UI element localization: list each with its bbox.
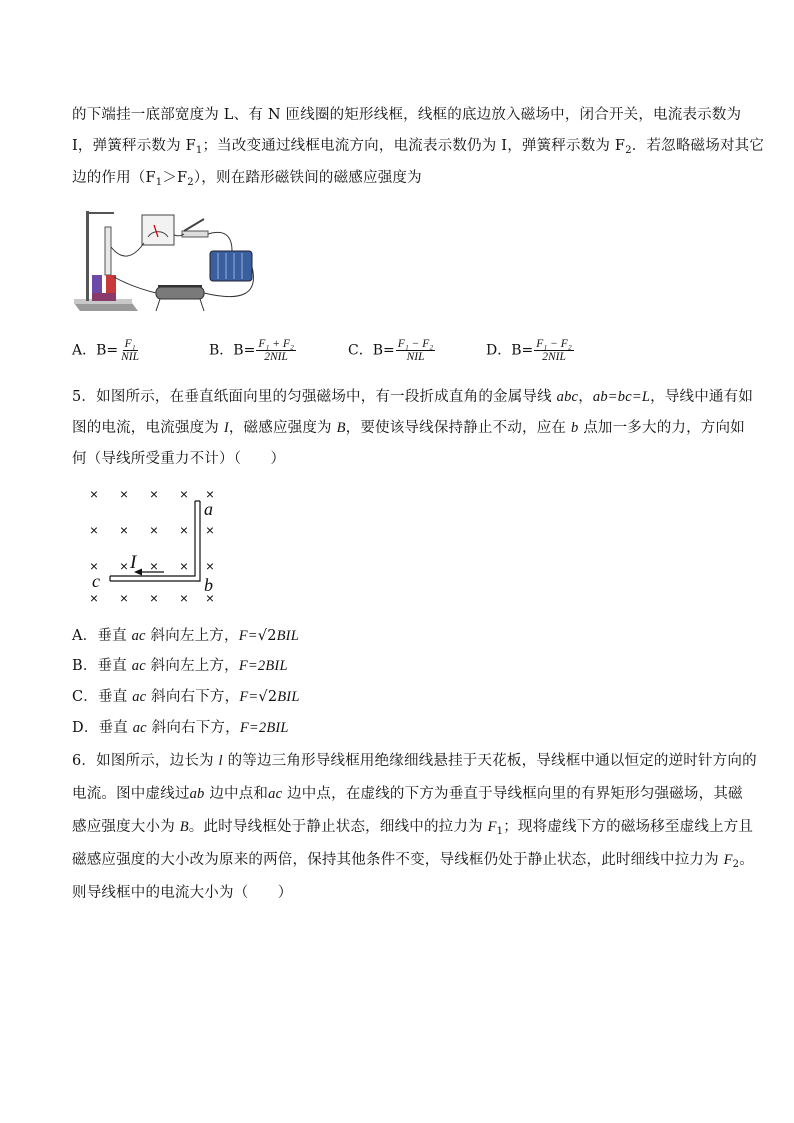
field-cross: ×	[119, 486, 129, 502]
field-cross: ×	[149, 590, 159, 606]
field-cross: ×	[205, 522, 215, 538]
field-cross: ×	[205, 590, 215, 606]
field-cross: ×	[149, 558, 159, 574]
q6-line-2: 电流。图中虚线过ab 边中点和ac 边中点，在虚线的下方为垂直于导线框向里的有界矩形匀强磁场，其磁	[72, 786, 743, 802]
q4-line-1: 的下端挂一底部宽度为 L、有 N 匝线圈的矩形线框，线框的底边放入磁场中，闭合开关，电流表示数为	[72, 107, 742, 123]
q4-option-a[interactable]: A．B= $\frac{\text{F₁}}{\text{NIL}}$	[72, 338, 140, 363]
field-cross: ×	[89, 558, 99, 574]
field-cross: ×	[205, 558, 215, 574]
q4-option-c[interactable]: C．B= $\frac{\text{F₁ − F₂}}{\text{NIL}}$	[348, 338, 434, 363]
q4-option-d[interactable]: D．B= $\frac{\text{F₁ − F₂}}{\text{2NIL}}$	[486, 338, 572, 363]
field-cross: ×	[179, 558, 189, 574]
q4-option-b[interactable]: B．B= $\frac{\text{F₁ + F₂}}{\text{2NIL}}$	[209, 338, 294, 363]
field-cross: ×	[179, 522, 189, 538]
point-c-label: c	[92, 571, 100, 591]
q4-line-2: I，弹簧秤示数为 $F_1$；当改变通过线框电流方向，电流表示数仍为 I，弹簧秤示数为 $F_2$．若忽略磁场对其它	[72, 138, 765, 156]
field-cross: ×	[89, 486, 99, 502]
point-b-label: b	[204, 575, 213, 595]
field-cross: ×	[119, 558, 129, 574]
point-a-label: a	[204, 499, 213, 519]
field-cross: ×	[89, 590, 99, 606]
field-cross: ×	[119, 522, 129, 538]
field-cross: ×	[149, 486, 159, 502]
q5-option-d[interactable]: D．垂直 ac 斜向右下方，F=2BIL	[72, 720, 289, 736]
field-cross: ×	[149, 522, 159, 538]
field-cross: ×	[179, 486, 189, 502]
q5-line-1: 5．如图所示，在垂直纸面向里的匀强磁场中，有一段折成直角的金属导线 abc，ab=bc=L，导线中通有如	[72, 389, 754, 405]
q5-option-b[interactable]: B．垂直 ac 斜向左上方，F=2BIL	[72, 658, 288, 674]
field-cross: ×	[205, 486, 215, 502]
q5-line-2: 图的电流，电流强度为 I，磁感应强度为 B，要使该导线保持静止不动，应在 b 点加一多大的力，方向如	[72, 420, 745, 436]
field-cross: ×	[119, 590, 129, 606]
q5-line-3: 何（导线所受重力不计）（ ）	[72, 451, 286, 467]
field-cross: ×	[179, 590, 189, 606]
field-cross: ×	[89, 522, 99, 538]
q6-line-1: 6．如图所示，边长为 l 的等边三角形导线框用绝缘细线悬挂于天花板，导线框中通以恒定的逆时针方向的	[72, 753, 757, 769]
current-label: I	[130, 552, 137, 573]
apparatus-figure	[72, 207, 257, 319]
magnetic-field-figure	[82, 483, 232, 608]
q6-line-5: 则导线框中的电流大小为（ ）	[72, 885, 293, 901]
q5-option-c[interactable]: C．垂直 ac 斜向右下方，F=√2BIL	[72, 689, 300, 705]
q4-line-3: 边的作用$(F_1>F_2)$，则在踏形磁铁间的磁感应强度为	[72, 170, 422, 188]
q6-line-3: 感应强度大小为 B。此时导线框处于静止状态，细线中的拉力为 $F_1$；现将虚线下方的磁场移至虚线上方且	[72, 819, 754, 837]
q6-line-4: 磁感应强度的大小改为原来的两倍，保持其他条件不变，导线框仍处于静止状态，此时细线中拉力为 $F_2$。	[72, 852, 754, 870]
q5-option-a[interactable]: A．垂直 ac 斜向左上方，F=√2BIL	[72, 628, 299, 644]
